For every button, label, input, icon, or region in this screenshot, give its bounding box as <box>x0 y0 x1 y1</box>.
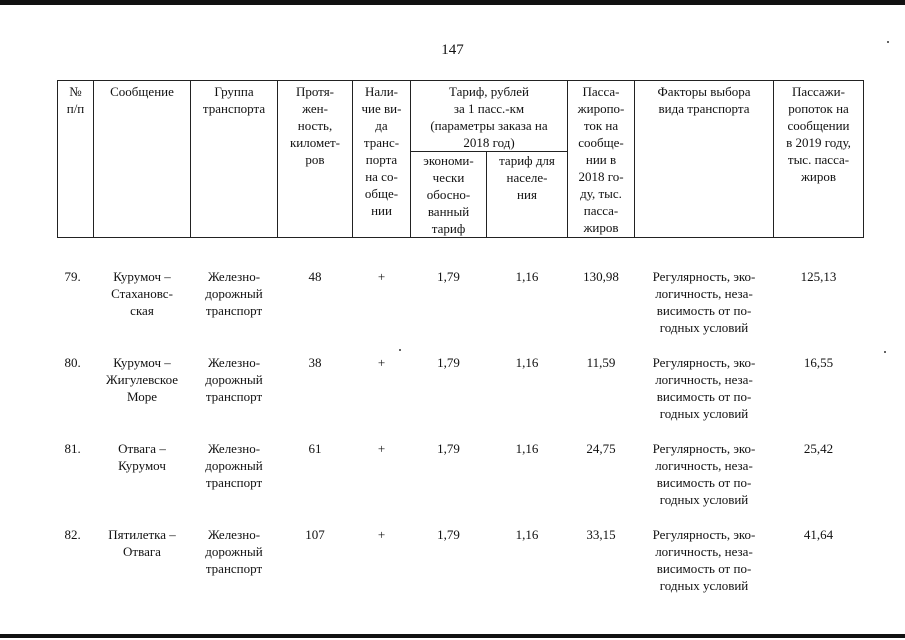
page-number: 147 <box>441 42 464 58</box>
header-availability: Нали- чие ви- да транс- порта на со- обще- нии <box>353 81 411 238</box>
factors-cell: Регулярность, эко- логичность, неза- висимость от по- годных условий <box>652 441 756 507</box>
header-flow-2019: Пассажи- ропоток на сообщении в 2019 году, тыс. пасса- жиров <box>774 81 864 238</box>
header-num: № п/п <box>58 81 94 238</box>
route-cell: Курумоч – Жигулевское Море <box>105 355 179 404</box>
availability-cell: + <box>377 269 386 284</box>
route-cell: Отвага – Курумоч <box>118 441 166 473</box>
table-row <box>58 526 864 610</box>
flow-2018-cell: 130,98 <box>583 269 619 284</box>
route-cell: Пятилетка – Отвага <box>108 527 176 559</box>
availability-cell: + <box>377 527 386 542</box>
header-flow-2018: Пасса- жиропо- ток на сообще- нии в 2018 го- ду, тыс. пасса- жиров <box>568 81 635 238</box>
tariff-economic-cell: 1,79 <box>437 355 460 370</box>
table-row <box>58 268 864 354</box>
header-transport-group: Группа транспорта <box>191 81 278 238</box>
flow-2019-cell: 41,64 <box>803 527 834 542</box>
header-tariff-population: тариф для населе- ния <box>487 152 568 238</box>
tariff-population-cell: 1,16 <box>515 269 539 284</box>
scan-speck <box>399 349 401 351</box>
flow-2019-cell: 16,55 <box>803 355 834 370</box>
tariff-population-cell: 1,16 <box>515 355 539 370</box>
table-header-row <box>58 81 864 152</box>
row-number: 82. <box>64 527 81 542</box>
header-gap <box>58 238 864 269</box>
route-cell: Курумоч – Стахановс- ская <box>111 269 173 318</box>
transport-group-cell: Железно- дорожный транспорт <box>205 527 263 576</box>
length-cell: 48 <box>308 269 322 284</box>
row-number: 80. <box>64 355 81 370</box>
flow-2018-cell: 11,59 <box>586 355 616 370</box>
tariff-economic-cell: 1,79 <box>437 527 460 542</box>
availability-cell: + <box>377 355 386 370</box>
flow-2018-cell: 24,75 <box>586 441 616 456</box>
flow-2019-cell: 125,13 <box>800 269 837 284</box>
tariff-economic-cell: 1,79 <box>437 441 460 456</box>
scan-speck <box>884 351 886 353</box>
tariff-economic-cell: 1,79 <box>437 269 460 284</box>
length-cell: 38 <box>308 355 322 370</box>
top-rule <box>0 0 905 5</box>
header-tariff: Тариф, рублей за 1 пасс.-км (параметры заказа на 2018 год) <box>411 81 568 152</box>
transport-group-cell: Железно- дорожный транспорт <box>205 441 263 490</box>
tariff-population-cell: 1,16 <box>515 527 539 542</box>
bottom-rule <box>0 634 905 638</box>
table-row <box>58 354 864 440</box>
header-tariff-economic: экономи- чески обосно- ванный тариф <box>411 152 487 238</box>
transport-group-cell: Железно- дорожный транспорт <box>205 269 263 318</box>
header-route: Сообщение <box>94 81 191 238</box>
row-number: 79. <box>64 269 81 284</box>
length-cell: 107 <box>305 527 325 542</box>
header-length: Протя- жен- ность, километ- ров <box>278 81 353 238</box>
row-number: 81. <box>64 441 81 456</box>
tariff-population-cell: 1,16 <box>515 441 539 456</box>
flow-2018-cell: 33,15 <box>586 527 616 542</box>
transport-group-cell: Железно- дорожный транспорт <box>205 355 263 404</box>
availability-cell: + <box>377 441 386 456</box>
factors-cell: Регулярность, эко- логичность, неза- висимость от по- годных условий <box>652 355 756 421</box>
scan-speck <box>887 41 889 43</box>
header-factors: Факторы выбора вида транспорта <box>635 81 774 238</box>
factors-cell: Регулярность, эко- логичность, неза- висимость от по- годных условий <box>652 527 756 593</box>
passenger-flow-table <box>57 80 864 610</box>
table-row <box>58 440 864 526</box>
length-cell: 61 <box>308 441 322 456</box>
flow-2019-cell: 25,42 <box>803 441 834 456</box>
factors-cell: Регулярность, эко- логичность, неза- висимость от по- годных условий <box>652 269 756 335</box>
